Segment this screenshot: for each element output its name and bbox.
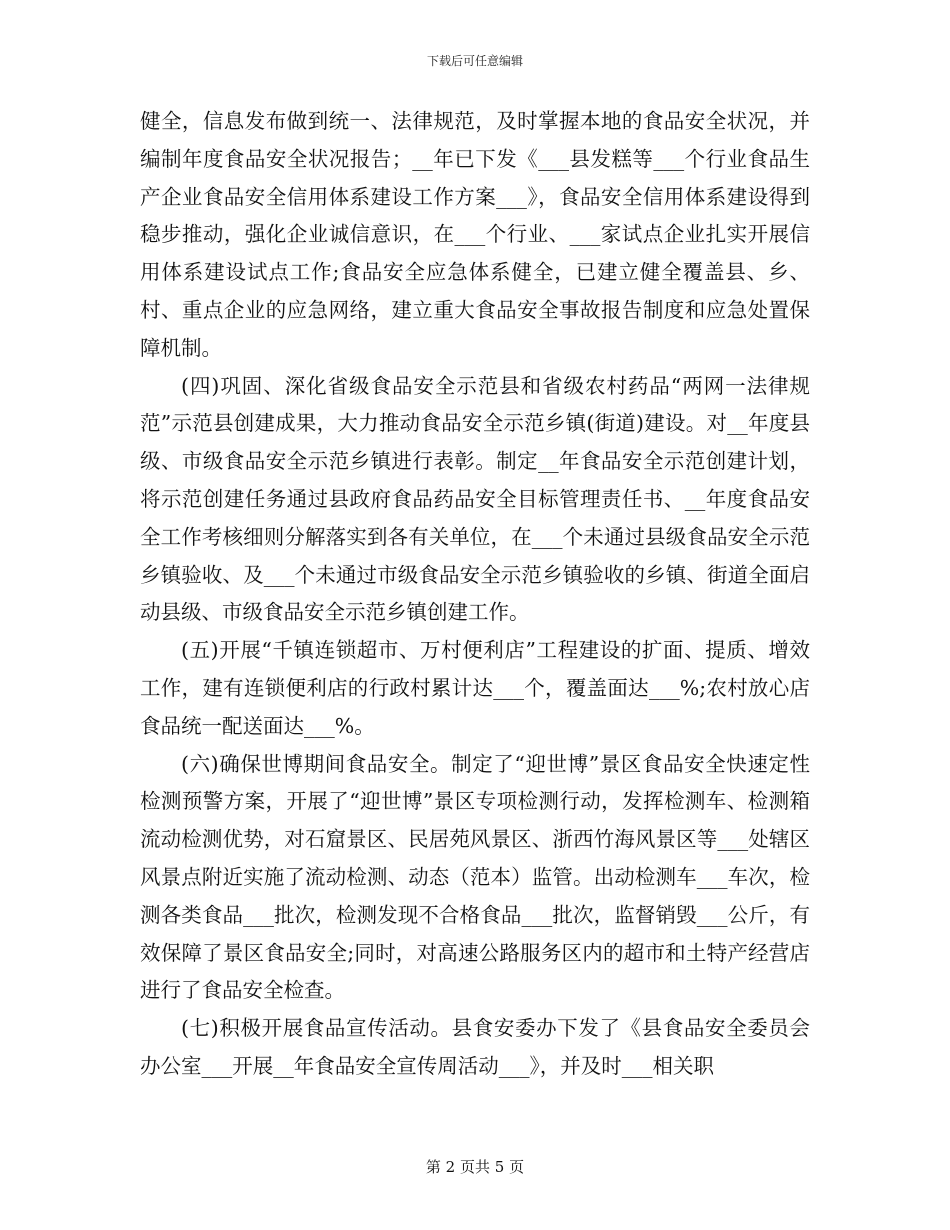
paragraph-section-4: (四)巩固、深化省级食品安全示范县和省级农村药品“两网一法律规范”示范县创建成果，大力推动食品安全示范乡镇(街道)建设。对__年度县级、市级食品安全示范乡镇进行表彰。制定__年食品安全示范创建计划，将示范创建任务通过县政府食品药品安全目标管理责任书、__年度食品安全工作考核细则分解落实到各有关单位，在___个未通过县级食品安全示范乡镇验收、及___个未通过市级食品安全示范乡镇验收的乡镇、街道全面启动县级、市级食品安全示范乡镇创建工作。 [140,373,810,625]
paragraph-section-7: (七)积极开展食品宣传活动。县食安委办下发了《县食品安全委员会办公室___开展__年食品安全宣传周活动___》，并及时___相关职 [140,1016,810,1078]
page-header: 下载后可任意编辑 [426,54,523,68]
paragraph-section-5: (五)开展“千镇连锁超市、万村便利店”工程建设的扩面、提质、增效工作，建有连锁便利店的行政村累计达___个，覆盖面达___%;农村放心店食品统一配送面达___%。 [140,638,810,738]
document-body [140,103,810,1086]
paragraph-continuation: 健全，信息发布做到统一、法律规范，及时掌握本地的食品安全状况，并编制年度食品安全状况报告；__年已下发《___县发糕等___个行业食品生产企业食品安全信用体系建设工作方案___》，食品安全信用体系建设得到稳步推动，强化企业诚信意识，在___个行业、___家试点企业扎实开展信用体系建设试点工作;食品安全应急体系健全，已建立健全覆盖县、乡、村、重点企业的应急网络，建立重大食品安全事故报告制度和应急处置保障机制。 [140,109,810,360]
paragraph-section-6: (六)确保世博期间食品安全。制定了“迎世博”景区食品安全快速定性检测预警方案，开展了“迎世博”景区专项检测行动，发挥检测车、检测箱流动检测优势，对石窟景区、民居苑风景区、浙西竹海风景区等___处辖区风景点附近实施了流动检测、动态（范本）监管。出动检测车___车次，检测各类食品___批次，检测发现不合格食品___批次，监督销毁___公斤，有效保障了景区食品安全;同时，对高速公路服务区内的超市和土特产经营店进行了食品安全检查。 [140,751,810,1003]
page-number: 第 2 页共 5 页 [425,1158,525,1176]
